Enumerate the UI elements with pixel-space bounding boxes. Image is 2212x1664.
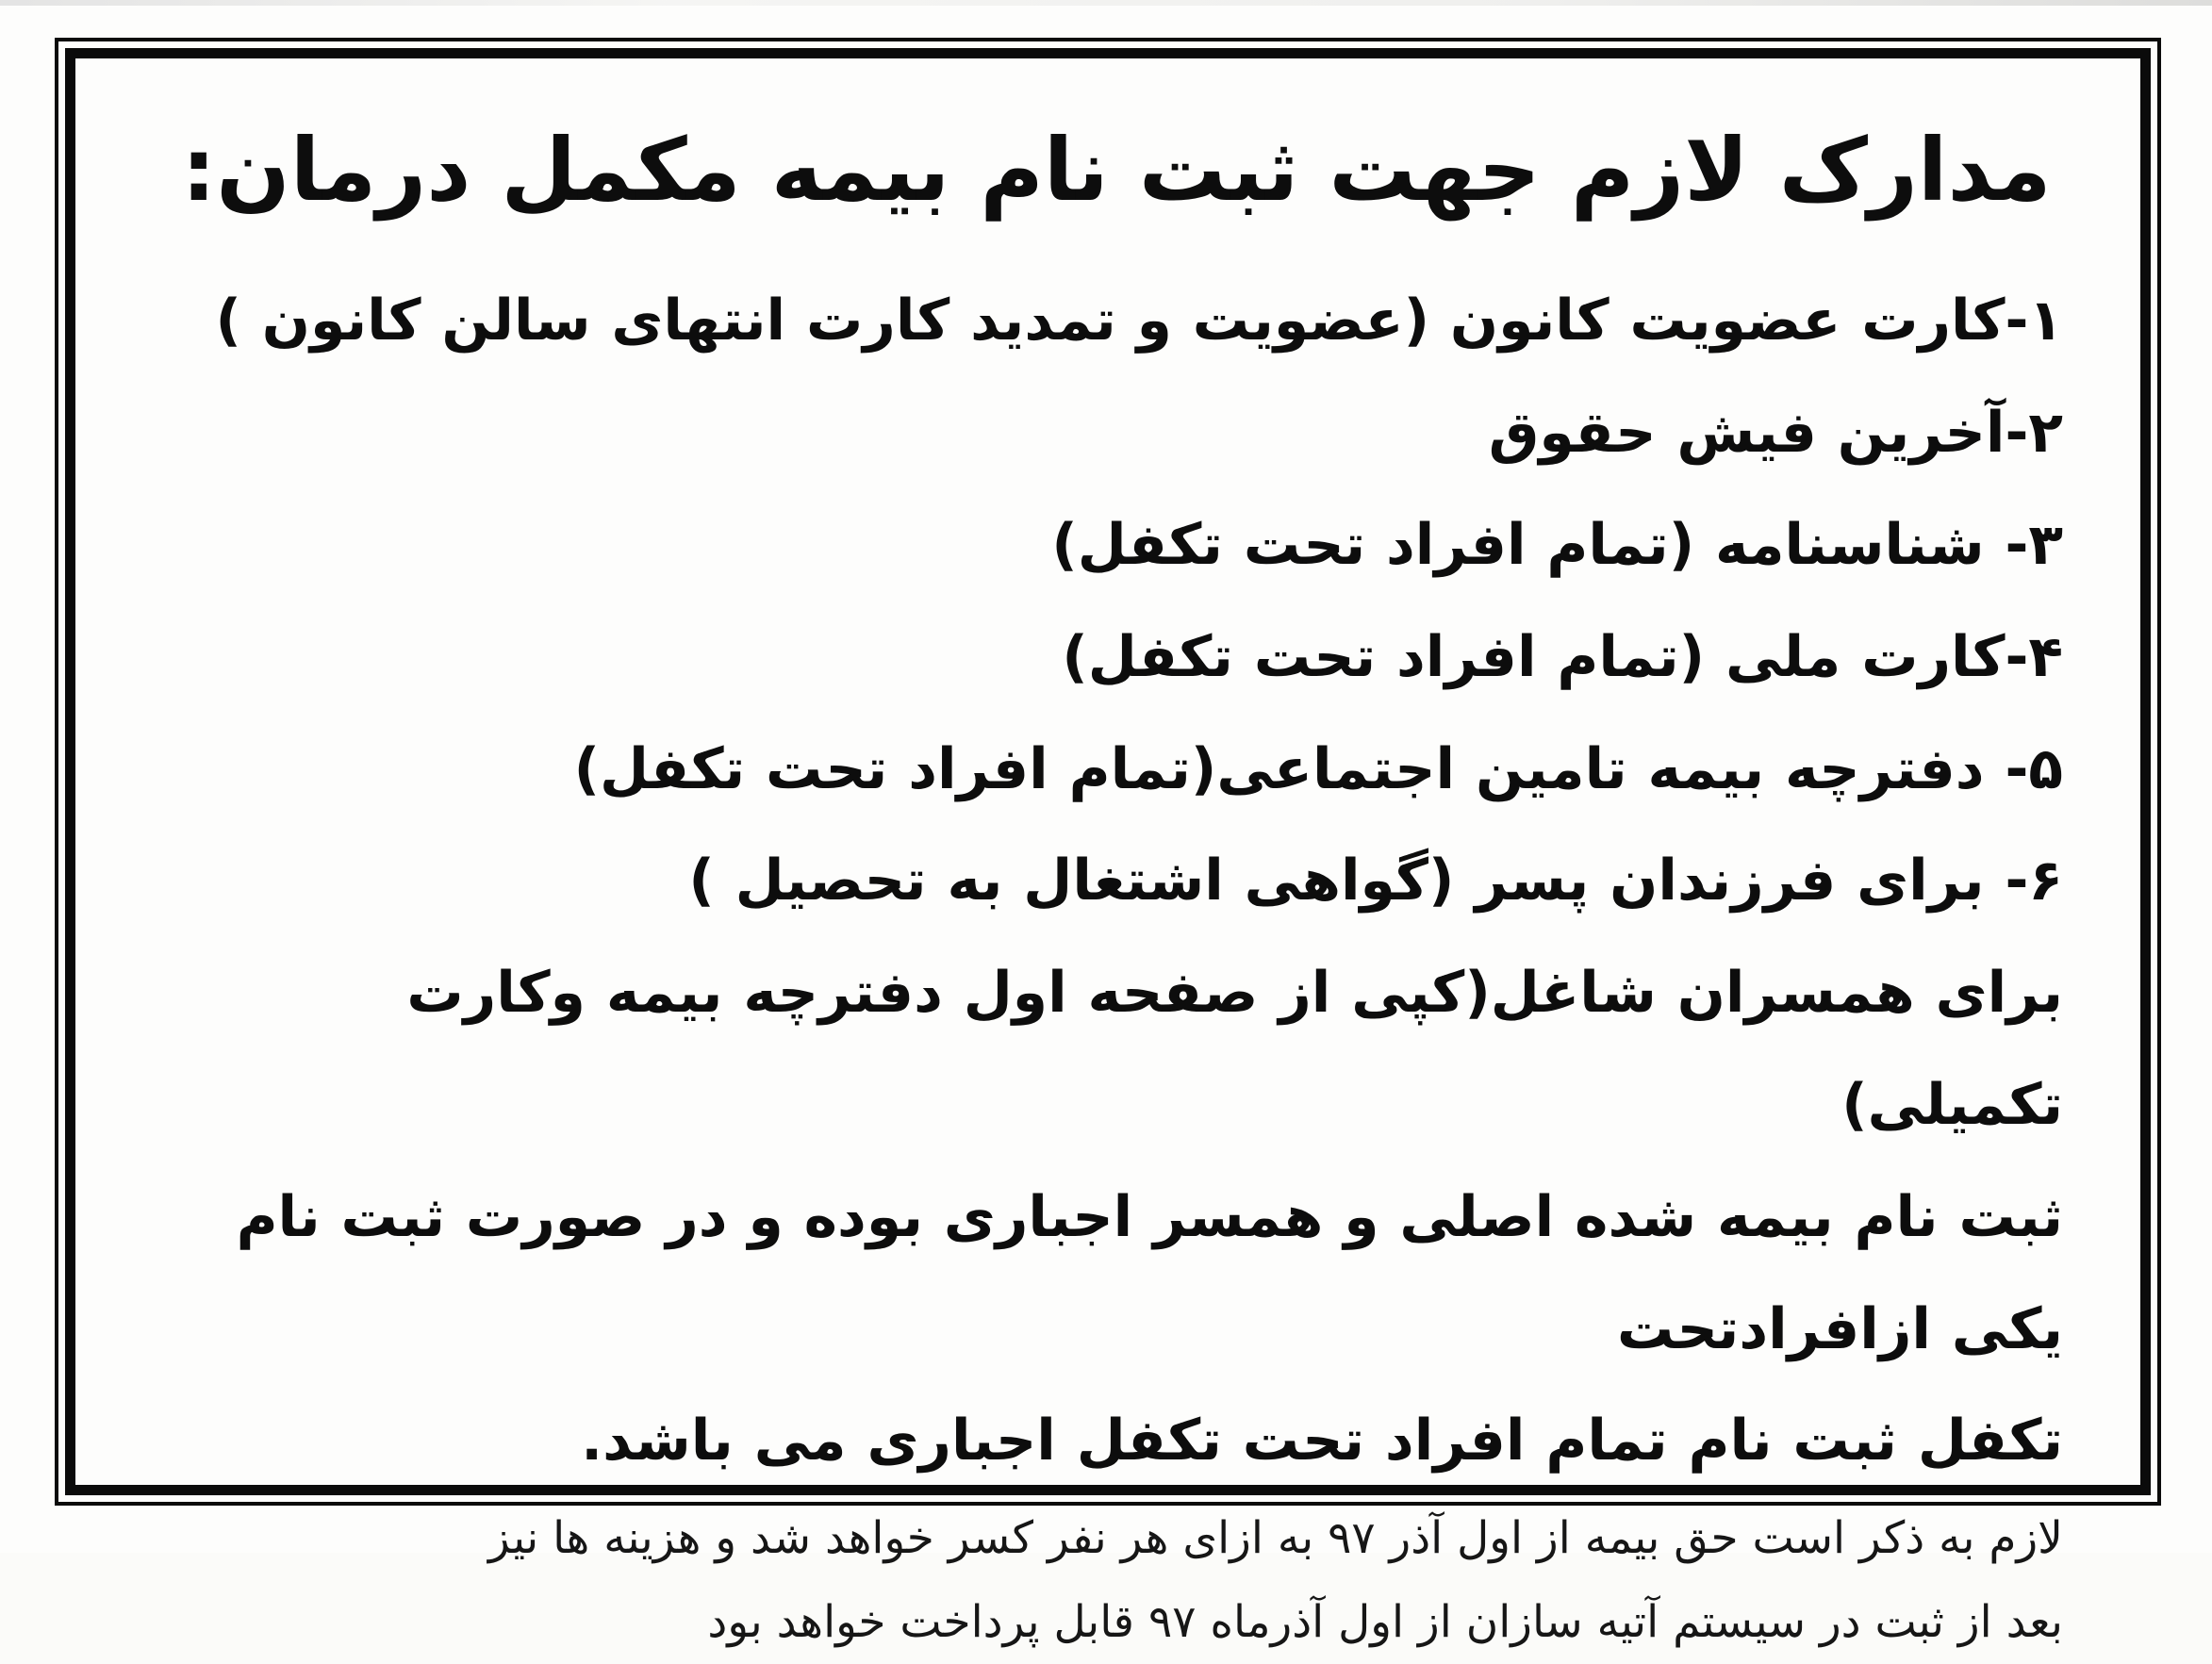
- page-border-inner: [65, 48, 2151, 1495]
- requirement-item-6: ۶- برای فرزندان پسر (گواهی اشتغال به تحصیل ): [170, 825, 2063, 937]
- notice-content: [75, 58, 2140, 1485]
- requirement-item-5: ۵- دفترچه بیمه تامین اجتماعی(تمام افراد تحت تکفل): [170, 714, 2063, 826]
- footnote-line-1: لازم به ذکر است حق بیمه از اول آذر ۹۷ به ازای هر نفر کسر خواهد شد و هزینه ها نیز: [170, 1497, 2063, 1580]
- requirement-item-2: ۲-آخرین فیش حقوق: [170, 377, 2063, 489]
- requirement-item-1: ۱-کارت عضویت کانون (عضویت و تمدید کارت انتهای سالن کانون ): [170, 265, 2063, 377]
- page-title: مدارک لازم جهت ثبت نام بیمه مکمل درمان:: [170, 107, 2063, 233]
- note-mandatory-line-2: تکفل ثبت نام تمام افراد تحت تکفل اجباری می باشد.: [170, 1385, 2063, 1497]
- note-mandatory-line-1: ثبت نام بیمه شده اصلی و همسر اجباری بوده و در صورت ثبت نام یکی ازافرادتحت: [170, 1162, 2063, 1386]
- footnote-line-2: بعد از ثبت در سیستم آتیه سازان از اول آذرماه ۹۷ قابل پرداخت خواهد بود: [170, 1581, 2063, 1664]
- requirement-item-4: ۴-کارت ملی (تمام افراد تحت تکفل): [170, 601, 2063, 714]
- scanner-edge-artifact: [0, 0, 2212, 6]
- requirement-item-3: ۳- شناسنامه (تمام افراد تحت تکفل): [170, 489, 2063, 601]
- note-spouse-line: برای همسران شاغل(کپی از صفحه اول دفترچه بیمه وکارت تکمیلی): [170, 937, 2063, 1162]
- page-border-outer: [55, 38, 2161, 1506]
